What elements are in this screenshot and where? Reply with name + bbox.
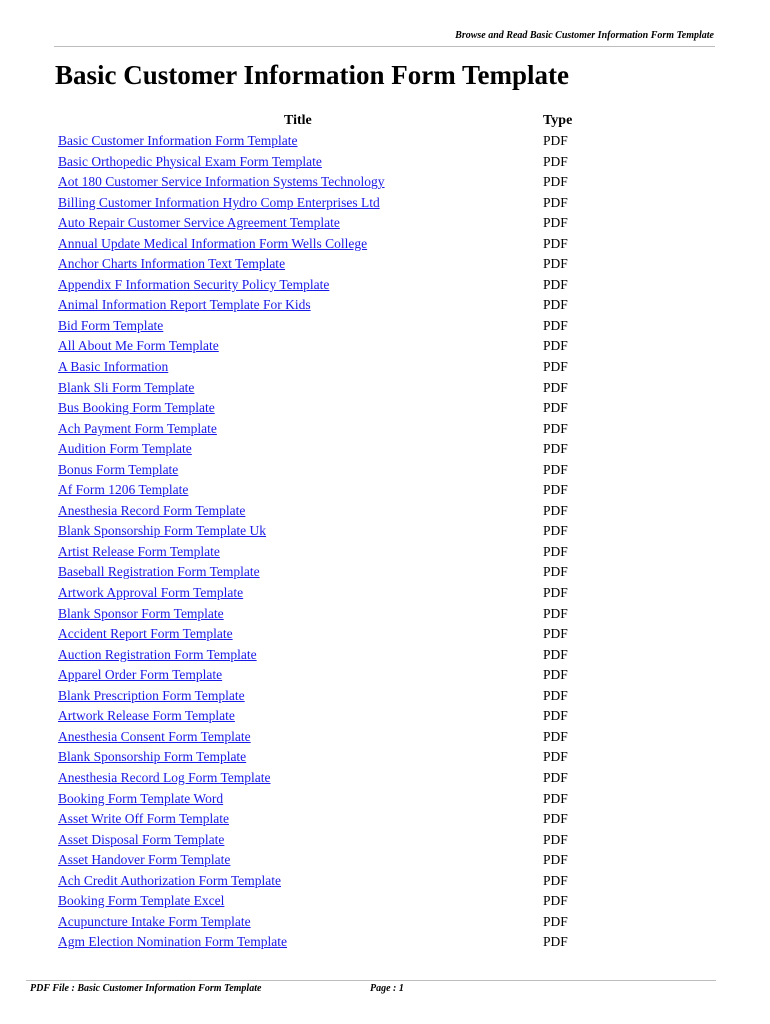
document-link[interactable]: Artwork Approval Form Template: [58, 585, 244, 601]
list-item: [58, 501, 618, 522]
list-item: [58, 624, 618, 645]
document-link[interactable]: Anesthesia Record Log Form Template: [58, 769, 271, 785]
document-link[interactable]: Blank Sponsorship Form Template: [58, 749, 247, 765]
document-type: PDF: [543, 420, 568, 436]
document-type: PDF: [543, 338, 568, 354]
list-item: [58, 316, 618, 337]
document-link[interactable]: Basic Orthopedic Physical Exam Form Template: [58, 153, 322, 169]
document-link[interactable]: All About Me Form Template: [58, 338, 219, 354]
document-type: PDF: [543, 215, 568, 231]
list-item: [58, 234, 618, 255]
list-item: [58, 378, 618, 399]
document-link[interactable]: Anesthesia Record Form Template: [58, 502, 246, 518]
document-type: PDF: [543, 934, 568, 950]
document-type: PDF: [543, 626, 568, 642]
document-link[interactable]: Bid Form Template: [58, 317, 164, 333]
list-item: [58, 131, 618, 152]
document-link[interactable]: Asset Disposal Form Template: [58, 831, 225, 847]
header-divider: [54, 46, 715, 47]
header-note: Browse and Read Basic Customer Information Form Template: [455, 30, 714, 41]
document-type: PDF: [543, 297, 568, 313]
document-type: PDF: [543, 872, 568, 888]
document-type: PDF: [543, 687, 568, 703]
column-header-title: Title: [284, 113, 312, 128]
list-item: [58, 583, 618, 604]
document-link[interactable]: Af Form 1206 Template: [58, 482, 189, 498]
document-link[interactable]: Bus Booking Form Template: [58, 400, 215, 416]
list-item: [58, 172, 618, 193]
list-item: [58, 768, 618, 789]
document-type: PDF: [543, 811, 568, 827]
document-link[interactable]: Audition Form Template: [58, 441, 192, 457]
document-type: PDF: [543, 194, 568, 210]
document-type: PDF: [543, 605, 568, 621]
list-item: [58, 747, 618, 768]
document-link[interactable]: Artwork Release Form Template: [58, 708, 235, 724]
document-link[interactable]: Apparel Order Form Template: [58, 667, 223, 683]
footer-divider: [26, 980, 716, 981]
document-link[interactable]: Acupuncture Intake Form Template: [58, 913, 251, 929]
list-item: [58, 645, 618, 666]
document-link[interactable]: Auction Registration Form Template: [58, 646, 257, 662]
list-item: [58, 460, 618, 481]
list-item: [58, 789, 618, 810]
page-title: Basic Customer Information Form Template: [55, 60, 569, 90]
document-type: PDF: [543, 831, 568, 847]
list-item: [58, 336, 618, 357]
document-link[interactable]: Accident Report Form Template: [58, 626, 233, 642]
list-item: [58, 706, 618, 727]
document-type: PDF: [543, 235, 568, 251]
document-type: PDF: [543, 523, 568, 539]
document-type: PDF: [543, 482, 568, 498]
document-type: PDF: [543, 133, 568, 148]
document-link[interactable]: Blank Sponsorship Form Template Uk: [58, 523, 267, 539]
list-item: [58, 891, 618, 912]
document-type: PDF: [543, 585, 568, 601]
document-link[interactable]: Blank Prescription Form Template: [58, 687, 245, 703]
document-type: PDF: [543, 359, 568, 375]
list-item: [58, 439, 618, 460]
list-item: [58, 562, 618, 583]
document-type: PDF: [543, 749, 568, 765]
document-type: PDF: [543, 543, 568, 559]
document-link[interactable]: Asset Write Off Form Template: [58, 811, 229, 827]
list-item: [58, 727, 618, 748]
document-type: PDF: [543, 502, 568, 518]
list-item: [58, 398, 618, 419]
document-link[interactable]: Anesthesia Consent Form Template: [58, 728, 251, 744]
document-type: PDF: [543, 667, 568, 683]
list-item: [58, 809, 618, 830]
document-link[interactable]: Bonus Form Template: [58, 461, 179, 477]
document-link[interactable]: Artist Release Form Template: [58, 543, 220, 559]
document-type: PDF: [543, 769, 568, 785]
document-type: PDF: [543, 153, 568, 169]
document-link[interactable]: Annual Update Medical Information Form Wells College: [58, 235, 368, 251]
document-link[interactable]: Aot 180 Customer Service Information Systems Technology: [58, 174, 385, 190]
list-item: [58, 542, 618, 563]
document-link[interactable]: Asset Handover Form Template: [58, 852, 231, 868]
document-type: PDF: [543, 790, 568, 806]
list-item: [58, 521, 618, 542]
document-link[interactable]: Animal Information Report Template For Kids: [58, 297, 311, 313]
list-item: [58, 254, 618, 275]
list-item: [58, 686, 618, 707]
list-item: [58, 932, 618, 953]
document-type: PDF: [543, 256, 568, 272]
footer-file-label: PDF File : Basic Customer Information Form Template: [30, 983, 262, 994]
document-list: [58, 131, 618, 953]
document-type: PDF: [543, 852, 568, 868]
document-link[interactable]: Booking Form Template Excel: [58, 893, 225, 909]
document-link[interactable]: Basic Customer Information Form Template: [58, 133, 298, 148]
list-item: [58, 193, 618, 214]
document-type: PDF: [543, 893, 568, 909]
list-item: [58, 850, 618, 871]
list-item: [58, 275, 618, 296]
list-item: [58, 213, 618, 234]
document-link[interactable]: Ach Credit Authorization Form Template: [58, 872, 282, 888]
list-item: [58, 357, 618, 378]
document-link[interactable]: Booking Form Template Word: [58, 790, 224, 806]
document-type: PDF: [543, 708, 568, 724]
document-type: PDF: [543, 913, 568, 929]
column-header-type: Type: [543, 113, 573, 128]
document-link[interactable]: Agm Election Nomination Form Template: [58, 934, 288, 950]
document-link[interactable]: Ach Payment Form Template: [58, 420, 217, 436]
list-item: [58, 152, 618, 173]
list-item: [58, 480, 618, 501]
document-type: PDF: [543, 564, 568, 580]
document-link[interactable]: A Basic Information: [58, 359, 169, 375]
document-type: PDF: [543, 317, 568, 333]
document-link[interactable]: Anchor Charts Information Text Template: [58, 256, 286, 272]
document-link[interactable]: Auto Repair Customer Service Agreement Template: [58, 215, 340, 231]
document-type: PDF: [543, 728, 568, 744]
document-type: PDF: [543, 400, 568, 416]
document-type: PDF: [543, 461, 568, 477]
footer-page-label: Page : 1: [370, 983, 404, 994]
document-link[interactable]: Blank Sponsor Form Template: [58, 605, 224, 621]
document-link[interactable]: Baseball Registration Form Template: [58, 564, 260, 580]
document-link[interactable]: Blank Sli Form Template: [58, 379, 195, 395]
document-type: PDF: [543, 379, 568, 395]
document-type: PDF: [543, 174, 568, 190]
list-item: [58, 295, 618, 316]
document-type: PDF: [543, 441, 568, 457]
list-item: [58, 871, 618, 892]
list-item: [58, 830, 618, 851]
list-item: [58, 604, 618, 625]
document-link[interactable]: Appendix F Information Security Policy Template: [58, 276, 330, 292]
document-type: PDF: [543, 276, 568, 292]
list-item: [58, 419, 618, 440]
document-link[interactable]: Billing Customer Information Hydro Comp Enterprises Ltd: [58, 194, 380, 210]
list-item: [58, 665, 618, 686]
document-type: PDF: [543, 646, 568, 662]
list-item: [58, 912, 618, 933]
